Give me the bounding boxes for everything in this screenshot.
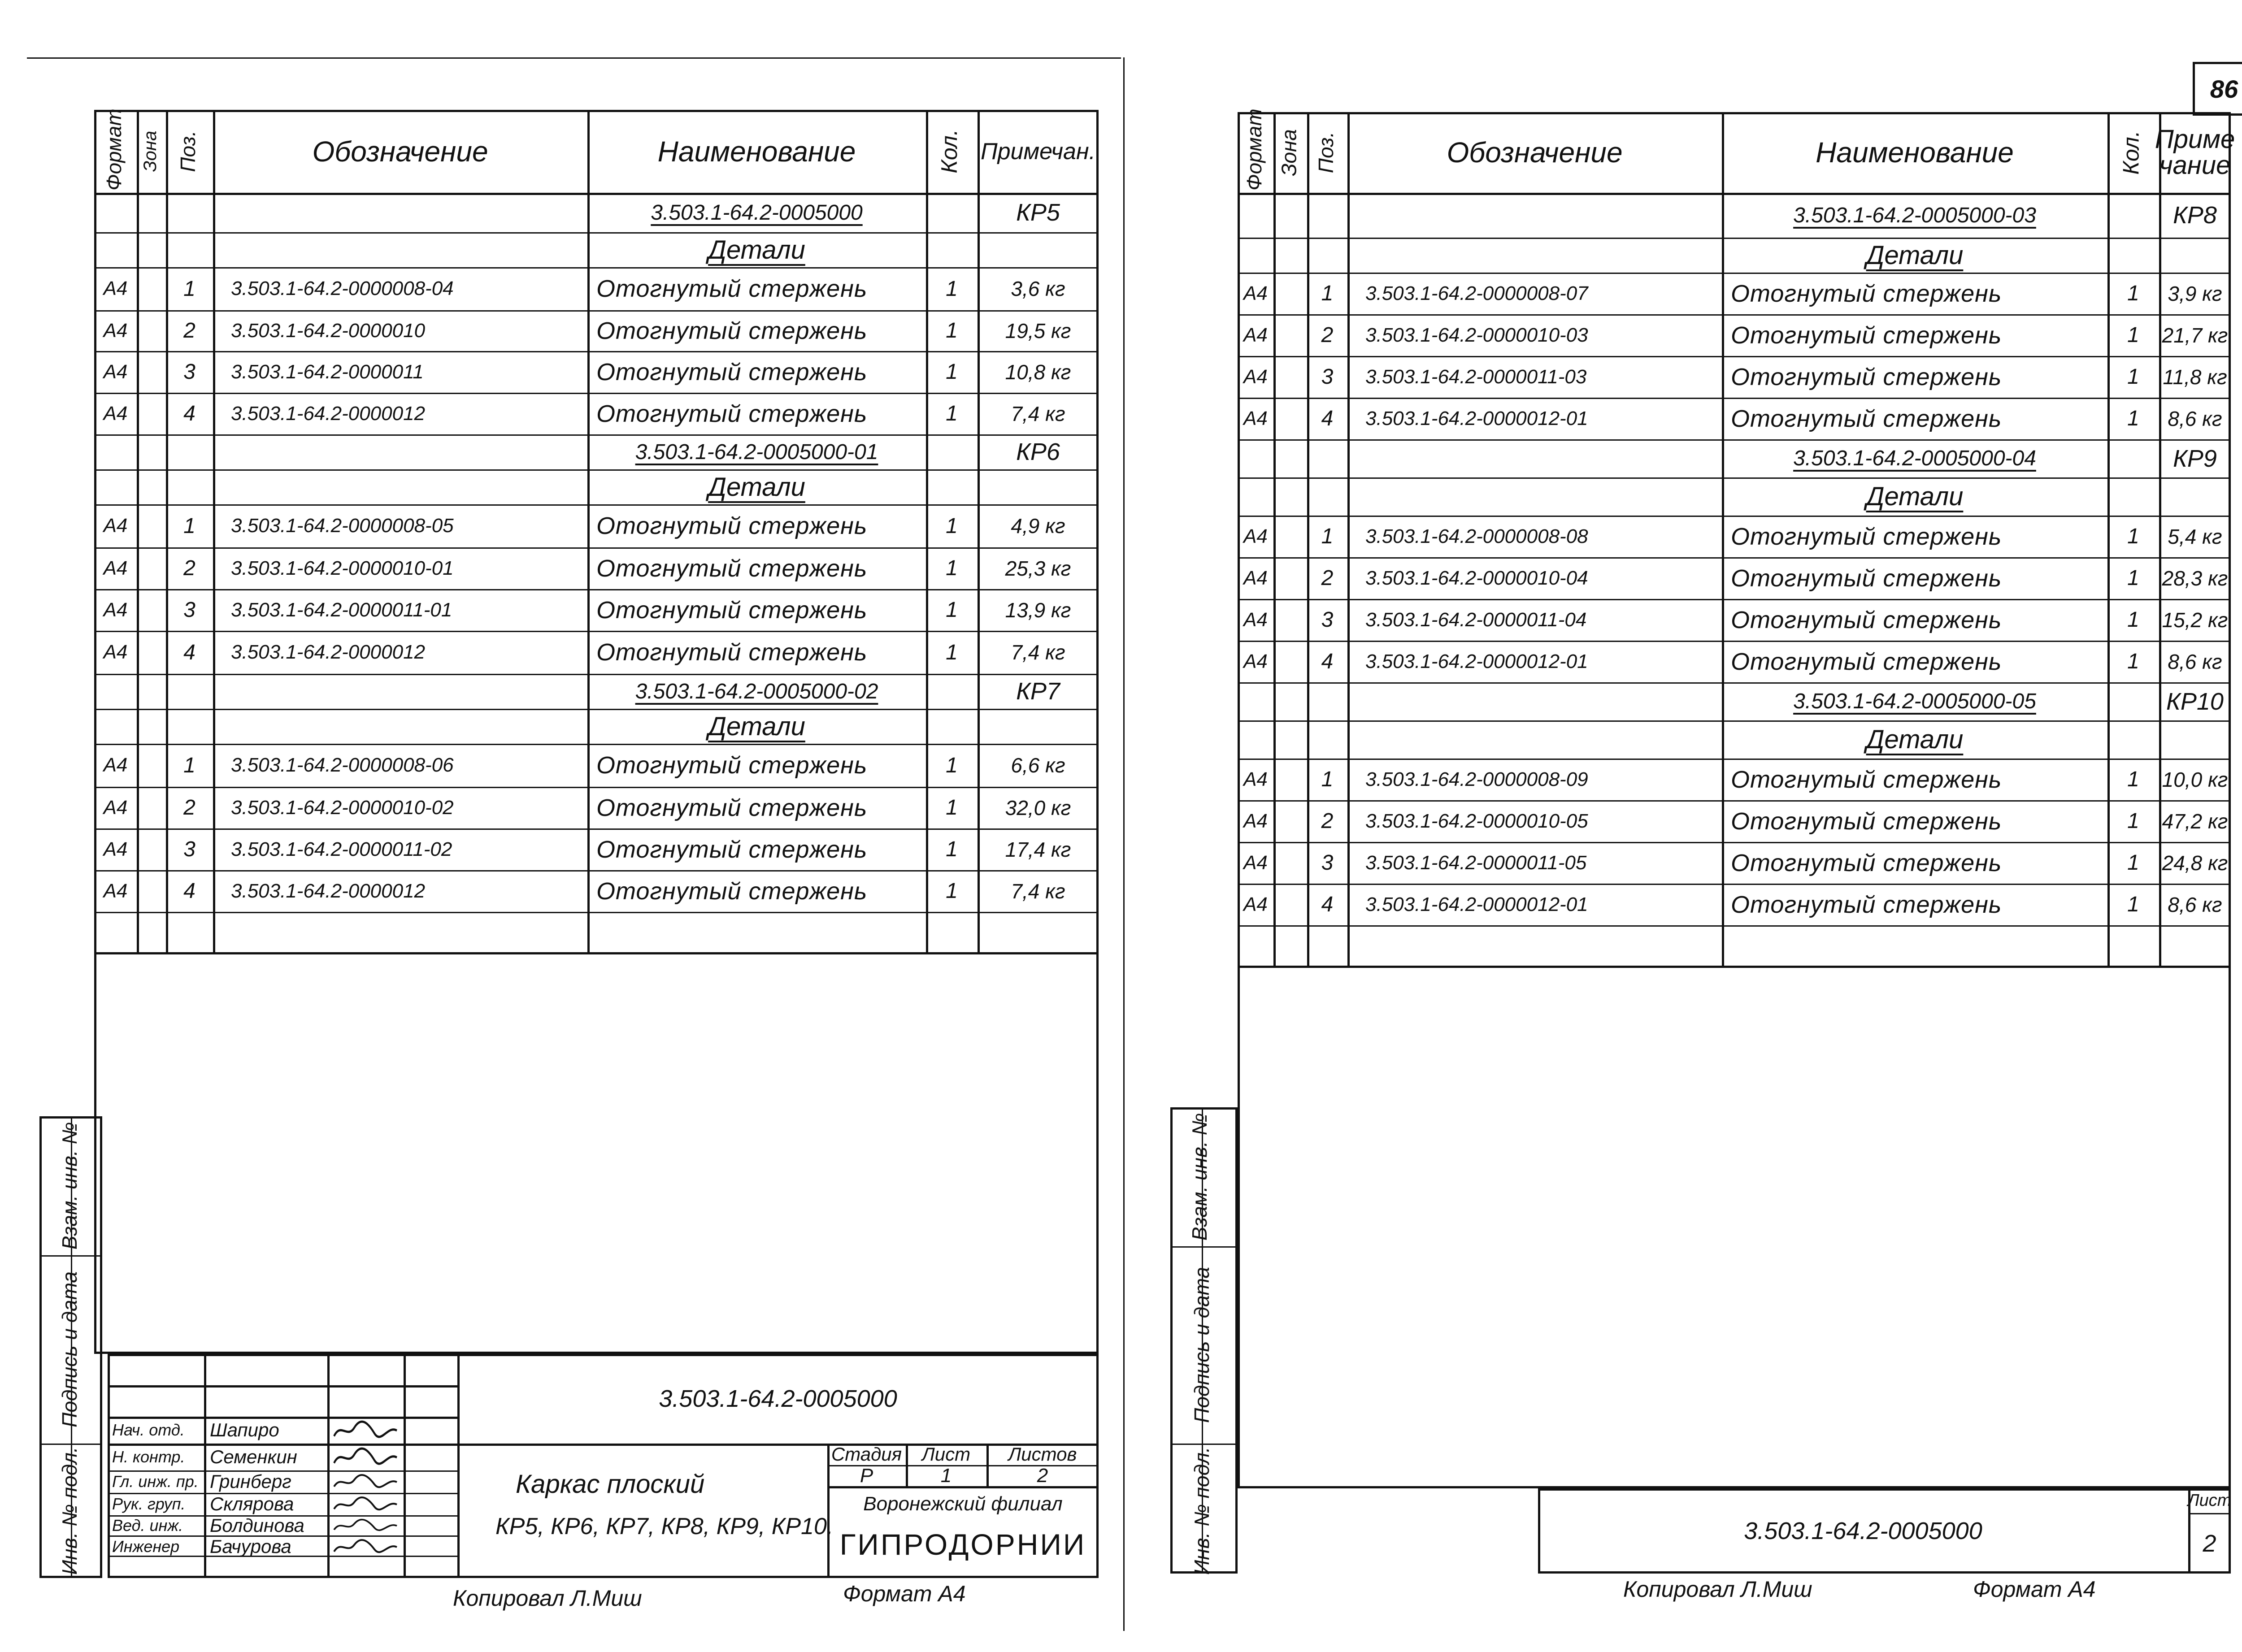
signer-role: Гл. инж. пр. — [112, 1472, 199, 1491]
right-row-pos: 4 — [1321, 650, 1334, 673]
right-row-pos: 1 — [1321, 767, 1334, 791]
right-row-designation: 3.503.1-64.2-0000008-09 — [1365, 768, 1588, 790]
left-row-format: А4 — [103, 402, 128, 425]
right-stamp-podpis: Подпись и дата — [1190, 1267, 1213, 1423]
left-row-note: 10,8 кг — [1005, 360, 1071, 384]
left-row-pos: 2 — [183, 556, 196, 580]
left-row-note: 7,4 кг — [1011, 641, 1065, 664]
left-header-qty: Кол. — [937, 129, 962, 173]
right-header-name: Наименование — [1816, 136, 2014, 169]
left-row-format: А4 — [103, 557, 128, 579]
left-row-format: А4 — [103, 880, 128, 902]
right-row-format: А4 — [1243, 567, 1268, 589]
left-sheets-value: 2 — [1037, 1464, 1048, 1487]
left-row-qty: 1 — [946, 319, 958, 343]
left-row-qty: 1 — [946, 277, 958, 301]
signer-name: Болдинова — [210, 1514, 304, 1536]
right-header-designation: Обозначение — [1447, 136, 1623, 169]
right-row-pos: 2 — [1321, 809, 1334, 833]
left-section-title: Детали — [708, 711, 805, 741]
right-row-qty: 1 — [2127, 323, 2139, 347]
left-row-note: 3,6 кг — [1011, 277, 1065, 300]
left-assembly-note: КР5 — [1016, 199, 1060, 226]
left-row-line — [94, 912, 1099, 913]
left-header-zone: Зона — [140, 130, 160, 172]
left-row-designation: 3.503.1-64.2-0000011-01 — [231, 598, 452, 621]
right-row-name: Отогнутый стержень — [1731, 321, 2002, 349]
left-row-note: 4,9 кг — [1011, 514, 1065, 538]
right-sheet-value: 2 — [2203, 1530, 2216, 1557]
left-row-format: А4 — [103, 360, 128, 383]
left-row-note: 7,4 кг — [1011, 879, 1065, 903]
left-sheets-label: Листов — [1008, 1444, 1077, 1465]
right-stamp-vzam: Взам. инв. № — [1188, 1113, 1211, 1241]
right-header-zone: Зона — [1277, 129, 1300, 176]
left-section-title: Детали — [708, 235, 805, 264]
right-header-format: Формат — [1243, 108, 1266, 191]
left-row-name: Отогнутый стержень — [596, 400, 868, 427]
left-row-name: Отогнутый стержень — [596, 836, 868, 863]
top-border-line — [27, 57, 1121, 59]
left-row-designation: 3.503.1-64.2-0000012 — [231, 880, 426, 902]
left-assembly-note: КР7 — [1016, 678, 1060, 705]
left-row-qty: 1 — [946, 753, 958, 777]
right-row-name: Отогнутый стержень — [1731, 849, 2002, 876]
right-row-designation: 3.503.1-64.2-0000010-03 — [1365, 324, 1588, 346]
signature-mark — [332, 1496, 399, 1513]
right-row-name: Отогнутый стержень — [1731, 648, 2002, 675]
right-row-format: А4 — [1243, 282, 1268, 304]
left-row-note: 13,9 кг — [1005, 598, 1071, 622]
left-row-pos: 3 — [183, 360, 196, 384]
signer-role: Н. контр. — [112, 1448, 185, 1466]
signature-mark — [332, 1538, 399, 1556]
left-row-name: Отогнутый стержень — [596, 317, 868, 344]
right-row-designation: 3.503.1-64.2-0000011-05 — [1365, 851, 1587, 874]
right-row-name: Отогнутый стержень — [1731, 766, 2002, 793]
right-row-designation: 3.503.1-64.2-0000008-08 — [1365, 525, 1588, 547]
left-col-line — [213, 110, 215, 952]
right-table-end-line — [1238, 966, 2231, 968]
right-row-qty: 1 — [2127, 608, 2139, 632]
right-row-note: 15,2 кг — [2162, 608, 2228, 632]
signer-name: Гринберг — [210, 1471, 291, 1492]
left-row-pos: 4 — [183, 879, 196, 903]
left-org-line1: Воронежский филиал — [863, 1493, 1063, 1515]
right-row-pos: 3 — [1321, 851, 1334, 875]
right-row-name: Отогнутый стержень — [1731, 606, 2002, 633]
right-row-qty: 1 — [2127, 525, 2139, 548]
left-row-format: А4 — [103, 515, 128, 537]
left-title-line1: Каркас плоский — [516, 1469, 705, 1499]
left-header-format: Формат — [102, 108, 126, 191]
signer-name: Семенкин — [210, 1446, 297, 1467]
left-section-title: Детали — [708, 472, 805, 502]
signer-role: Нач. отд. — [112, 1421, 185, 1439]
signer-name: Бачурова — [210, 1536, 291, 1557]
right-row-designation: 3.503.1-64.2-0000011-04 — [1365, 608, 1587, 631]
right-row-name: Отогнутый стержень — [1731, 363, 2002, 390]
right-row-designation: 3.503.1-64.2-0000008-07 — [1365, 282, 1588, 304]
signer-role: Рук. груп. — [112, 1495, 186, 1513]
right-row-note: 10,0 кг — [2162, 767, 2228, 791]
left-row-name: Отогнутый стержень — [596, 877, 868, 905]
right-copied-by: Копировал Л.Миш — [1623, 1577, 1812, 1602]
right-row-qty: 1 — [2127, 407, 2139, 430]
left-row-format: А4 — [103, 598, 128, 621]
left-row-name: Отогнутый стержень — [596, 752, 868, 779]
left-row-designation: 3.503.1-64.2-0000012 — [231, 641, 426, 663]
left-sheet-label: Лист — [921, 1444, 971, 1465]
left-row-format: А4 — [103, 796, 128, 819]
right-row-note: 28,3 кг — [2162, 566, 2228, 590]
right-assembly-note: КР8 — [2173, 202, 2217, 229]
right-row-note: 11,8 кг — [2163, 365, 2227, 389]
right-row-note: 5,4 кг — [2168, 525, 2222, 548]
right-row-designation: 3.503.1-64.2-0000012-01 — [1365, 650, 1588, 672]
left-row-pos: 3 — [183, 598, 196, 622]
left-header-designation: Обозначение — [312, 135, 488, 168]
right-row-pos: 4 — [1321, 407, 1334, 430]
ltb-v2 — [327, 1354, 330, 1578]
left-row-format: А4 — [103, 641, 128, 663]
left-row-note: 25,3 кг — [1005, 556, 1071, 580]
left-row-qty: 1 — [946, 796, 958, 819]
left-row-note: 19,5 кг — [1005, 319, 1071, 343]
right-row-note: 8,6 кг — [2168, 893, 2222, 916]
left-doc-code: 3.503.1-64.2-0005000 — [659, 1385, 897, 1412]
left-row-designation: 3.503.1-64.2-0000011 — [231, 360, 424, 383]
left-row-designation: 3.503.1-64.2-0000011-02 — [231, 838, 452, 860]
right-row-format: А4 — [1243, 324, 1268, 346]
left-row-note: 17,4 кг — [1005, 837, 1071, 861]
left-row-qty: 1 — [946, 640, 958, 664]
left-row-qty: 1 — [946, 837, 958, 861]
left-row-qty: 1 — [946, 879, 958, 903]
right-row-qty: 1 — [2127, 809, 2139, 833]
left-row-pos: 3 — [183, 837, 196, 861]
ltb-h0 — [108, 1385, 457, 1388]
left-stage-label: Стадия — [831, 1444, 902, 1465]
left-header-pos: Поз. — [176, 130, 200, 172]
left-copied-by: Копировал Л.Миш — [453, 1586, 642, 1611]
left-title-line2: КР5, КР6, КР7, КР8, КР9, КР10. — [495, 1513, 834, 1539]
right-row-qty: 1 — [2127, 566, 2139, 590]
right-row-name: Отогнутый стержень — [1731, 891, 2002, 918]
right-row-format: А4 — [1243, 650, 1268, 672]
ltb-v3 — [404, 1354, 406, 1578]
right-assembly-designation: 3.503.1-64.2-0005000-04 — [1793, 447, 2036, 470]
left-col-line — [137, 110, 139, 952]
signer-role: Вед. инж. — [112, 1516, 183, 1535]
right-row-qty: 1 — [2127, 650, 2139, 673]
right-col-line — [1273, 112, 1276, 966]
left-row-name: Отогнутый стержень — [596, 639, 868, 666]
left-row-pos: 1 — [183, 753, 196, 777]
ltb-v1 — [204, 1354, 206, 1578]
right-row-designation: 3.503.1-64.2-0000010-04 — [1365, 567, 1588, 589]
right-row-format: А4 — [1243, 768, 1268, 790]
right-row-note: 8,6 кг — [2168, 407, 2222, 430]
left-table-end-line — [94, 952, 1099, 954]
right-header-note: Приме чание — [2155, 125, 2235, 180]
right-header-pos: Поз. — [1314, 131, 1338, 173]
signature-mark — [332, 1446, 399, 1469]
right-row-pos: 3 — [1321, 365, 1334, 389]
right-row-designation: 3.503.1-64.2-0000012-01 — [1365, 407, 1588, 429]
right-row-name: Отогнутый стержень — [1731, 807, 2002, 835]
left-row-name: Отогнутый стержень — [596, 512, 868, 539]
left-row-qty: 1 — [946, 598, 958, 622]
right-assembly-designation: 3.503.1-64.2-0005000-05 — [1793, 689, 2036, 713]
left-row-qty: 1 — [946, 514, 958, 538]
right-assembly-note: КР9 — [2173, 445, 2217, 472]
right-row-pos: 1 — [1321, 525, 1334, 548]
left-assembly-note: КР6 — [1016, 438, 1060, 465]
page-number: 86 — [2193, 62, 2242, 116]
right-row-format: А4 — [1243, 608, 1268, 631]
left-row-format: А4 — [103, 319, 128, 342]
left-row-designation: 3.503.1-64.2-0000010-02 — [231, 796, 454, 819]
left-row-pos: 4 — [183, 402, 196, 425]
left-format: Формат А4 — [843, 1581, 966, 1606]
left-org-line2: ГИПРОДОРНИИ — [839, 1528, 1086, 1561]
left-row-name: Отогнутый стержень — [596, 794, 868, 821]
left-row-pos: 2 — [183, 319, 196, 343]
right-header-qty: Кол. — [2118, 130, 2143, 175]
right-row-format: А4 — [1243, 893, 1268, 915]
left-row-name: Отогнутый стержень — [596, 596, 868, 624]
signer-role: Инженер — [112, 1537, 180, 1556]
left-stamp-vzam: Взам. инв. № — [58, 1122, 81, 1250]
right-format: Формат А4 — [1973, 1577, 2096, 1602]
left-row-designation: 3.503.1-64.2-0000008-04 — [231, 278, 454, 299]
right-section-title: Детали — [1866, 240, 1964, 270]
left-stamp-podpis: Подпись и дата — [58, 1271, 81, 1427]
left-row-designation: 3.503.1-64.2-0000012 — [231, 402, 426, 425]
left-row-note: 7,4 кг — [1011, 402, 1065, 425]
right-row-pos: 2 — [1321, 323, 1334, 347]
left-stage-value: Р — [860, 1464, 873, 1487]
right-row-name: Отогнутый стержень — [1731, 564, 2002, 592]
right-row-format: А4 — [1243, 407, 1268, 429]
right-row-qty: 1 — [2127, 851, 2139, 875]
right-row-format: А4 — [1243, 525, 1268, 547]
left-row-qty: 1 — [946, 402, 958, 425]
right-row-line — [1238, 925, 2231, 927]
left-row-format: А4 — [103, 278, 128, 299]
signature-mark — [332, 1473, 399, 1491]
right-row-name: Отогнутый стержень — [1731, 280, 2002, 307]
left-row-note: 32,0 кг — [1005, 796, 1071, 819]
right-row-qty: 1 — [2127, 282, 2139, 305]
right-row-designation: 3.503.1-64.2-0000012-01 — [1365, 893, 1588, 915]
left-row-note: 6,6 кг — [1011, 754, 1065, 777]
right-row-pos: 3 — [1321, 608, 1334, 632]
signer-name: Шапиро — [210, 1419, 279, 1440]
left-assembly-designation: 3.503.1-64.2-0005000 — [651, 200, 863, 225]
left-row-designation: 3.503.1-64.2-0000010 — [231, 319, 426, 342]
right-col-line — [1347, 112, 1350, 966]
right-row-pos: 4 — [1321, 893, 1334, 916]
left-row-name: Отогнутый стержень — [596, 275, 868, 302]
right-row-note: 3,9 кг — [2168, 282, 2222, 305]
left-row-format: А4 — [103, 838, 128, 860]
left-stamp-inv: Инв. № подл. — [58, 1447, 81, 1575]
right-row-qty: 1 — [2127, 767, 2139, 791]
right-assembly-designation: 3.503.1-64.2-0005000-03 — [1793, 203, 2036, 227]
right-row-format: А4 — [1243, 810, 1268, 832]
left-row-designation: 3.503.1-64.2-0000008-06 — [231, 754, 454, 776]
right-assembly-note: КР10 — [2166, 688, 2224, 715]
left-row-pos: 2 — [183, 796, 196, 819]
right-stamp-inv: Инв. № подл. — [1190, 1447, 1213, 1575]
left-row-qty: 1 — [946, 360, 958, 384]
right-row-name: Отогнутый стержень — [1731, 405, 2002, 432]
right-row-qty: 1 — [2127, 893, 2139, 916]
right-doc-code: 3.503.1-64.2-0005000 — [1744, 1518, 1982, 1544]
right-row-format: А4 — [1243, 851, 1268, 874]
right-row-pos: 2 — [1321, 566, 1334, 590]
signature-mark — [332, 1419, 399, 1442]
left-row-pos: 1 — [183, 514, 196, 538]
left-assembly-designation: 3.503.1-64.2-0005000-02 — [635, 679, 878, 703]
right-row-note: 21,7 кг — [2162, 323, 2228, 347]
right-section-title: Детали — [1866, 725, 1964, 754]
left-header-name: Наименование — [657, 135, 856, 168]
right-row-designation: 3.503.1-64.2-0000010-05 — [1365, 810, 1588, 832]
left-row-designation: 3.503.1-64.2-0000008-05 — [231, 515, 454, 537]
left-sheet-value: 1 — [940, 1464, 952, 1487]
right-row-note: 24,8 кг — [2162, 851, 2228, 875]
right-row-format: А4 — [1243, 365, 1268, 388]
right-row-note: 8,6 кг — [2168, 650, 2222, 673]
left-row-pos: 4 — [183, 640, 196, 664]
left-header-note: Примечан. — [980, 138, 1096, 165]
left-row-designation: 3.503.1-64.2-0000010-01 — [231, 557, 454, 579]
signer-name: Склярова — [210, 1493, 294, 1514]
right-row-qty: 1 — [2127, 365, 2139, 389]
center-fold-line — [1123, 57, 1125, 1631]
right-row-designation: 3.503.1-64.2-0000011-03 — [1365, 365, 1587, 388]
left-row-name: Отогнутый стержень — [596, 358, 868, 386]
left-assembly-designation: 3.503.1-64.2-0005000-01 — [635, 440, 878, 464]
left-row-format: А4 — [103, 754, 128, 776]
right-section-title: Детали — [1866, 482, 1964, 511]
left-row-name: Отогнутый стержень — [596, 555, 868, 582]
signature-mark — [332, 1518, 399, 1534]
right-row-pos: 1 — [1321, 282, 1334, 305]
right-row-name: Отогнутый стержень — [1731, 523, 2002, 550]
left-row-pos: 1 — [183, 277, 196, 301]
right-row-note: 47,2 кг — [2162, 809, 2228, 833]
right-sheet-label: Лист — [2187, 1491, 2232, 1510]
left-row-qty: 1 — [946, 556, 958, 580]
